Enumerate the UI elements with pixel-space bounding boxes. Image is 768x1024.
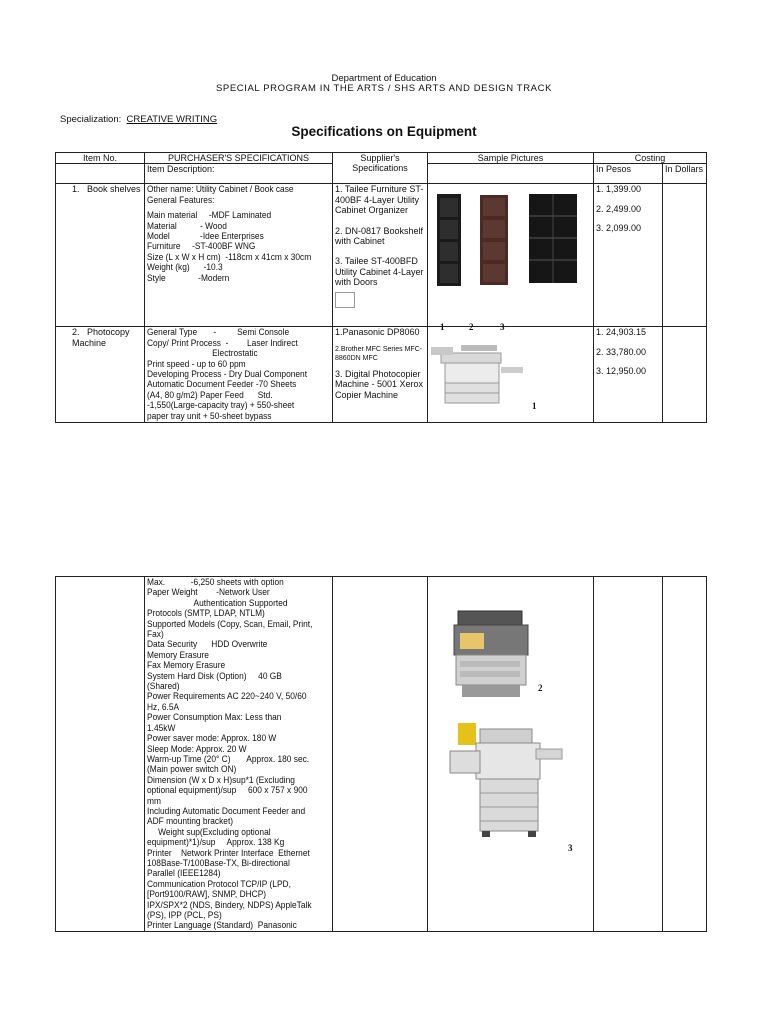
description-cell: [145, 327, 333, 423]
desc-line: Other name: Utility Cabinet / Book case: [147, 184, 294, 195]
desc-line: Electrostatic: [212, 348, 258, 359]
desc-line: Style -Modern: [147, 272, 230, 283]
picture-label: 1: [440, 322, 445, 333]
col-pesos: In Pesos: [594, 164, 663, 184]
supplier-cell: [333, 327, 428, 423]
desc-line: Paper Weight -Network User: [147, 587, 270, 598]
desc-line: Print speed - up to 60 ppm: [147, 358, 246, 369]
col-purchaser: PURCHASER'S SPECIFICATIONS: [145, 153, 333, 164]
desc-line: (PS), IPP (PCL, PS): [147, 910, 222, 920]
desc-line: Parallel (IEEE1284): [147, 868, 221, 879]
desc-line: Fax Memory Erasure: [147, 660, 226, 671]
supplier-line: 3. Tailee ST-400BFD Utility Cabinet 4-Layer with Doors: [335, 256, 424, 288]
desc-line: Dimension (W x D x H)sup*1 (Excluding: [147, 774, 295, 785]
photocopier-3-image: [440, 721, 570, 851]
picture-label: 1: [532, 401, 537, 412]
desc-line: mm: [147, 795, 161, 806]
price: 2. 33,780.00: [596, 346, 647, 357]
desc-line: Printer Network Printer Interface Ethernet: [147, 847, 310, 858]
description-cell: [145, 577, 333, 932]
desc-line: Max. -6,250 sheets with option: [147, 577, 284, 587]
desc-line: (Shared): [147, 681, 180, 692]
col-supplier: Supplier's Specifications: [333, 153, 428, 184]
desc-line: Power Requirements AC 220~240 V, 50/60: [147, 691, 307, 702]
price: 1. 24,903.15: [596, 327, 647, 338]
desc-line: Material - Wood: [147, 220, 227, 231]
dollars-cell: [663, 327, 707, 423]
bookshelf-1-image: [437, 194, 461, 286]
pictures-cell: [428, 184, 594, 333]
specialization-label: Specialization:: [60, 114, 122, 125]
desc-line: Printer Language (Standard) Panasonic: [147, 920, 297, 931]
desc-line: Copy/ Print Process - Laser Indirect: [147, 337, 298, 348]
price: 2. 2,499.00: [596, 203, 642, 214]
desc-line: Developing Process - Dry Dual Component: [147, 369, 308, 380]
col-costing: Costing: [594, 153, 707, 164]
desc-line: Memory Erasure: [147, 649, 209, 660]
desc-line: Model -Idee Enterprises: [147, 231, 264, 242]
price: 3. 2,099.00: [596, 223, 642, 234]
pictures-cell: [428, 327, 594, 423]
price: 3. 12,950.00: [596, 366, 647, 377]
desc-line: (Main power switch ON): [147, 764, 237, 775]
desc-line: Power saver mode: Approx. 180 W: [147, 733, 277, 744]
desc-line: Data Security HDD Overwrite: [147, 639, 268, 650]
item-number: 1.: [72, 184, 80, 195]
desc-line: Including Automatic Document Feeder and: [147, 805, 306, 816]
item-name: Photocopy Machine: [72, 327, 130, 348]
desc-line: 108Base-T/100Base-TX, Bi-directional: [147, 857, 290, 868]
desc-line: [Port9100/RAW], SNMP, DHCP): [147, 889, 267, 900]
desc-line: System Hard Disk (Option) 40 GB: [147, 670, 282, 681]
table-row: [56, 577, 707, 932]
item-cell: [56, 184, 145, 327]
desc-line: paper tray unit + 50-sheet bypass: [147, 410, 272, 421]
description-cell: [145, 184, 333, 327]
supplier-line: 1. Tailee Furniture ST-400BF 4-Layer Utility Cabinet Organizer: [335, 184, 424, 216]
supplier-line: 2. DN-0817 Bookshelf with Cabinet: [335, 225, 424, 247]
desc-line: ADF mounting bracket): [147, 816, 234, 827]
desc-line: Furniture -ST-400BF WNG: [147, 241, 256, 252]
continuation-table: [55, 576, 707, 932]
desc-line: Power Consumption Max: Less than: [147, 712, 282, 723]
desc-line: Warm-up Time (20° C) Approx. 180 sec.: [147, 753, 310, 764]
desc-line: equipment)*1)/sup Approx. 138 Kg: [147, 837, 285, 848]
desc-line: Automatic Document Feeder -70 Sheets: [147, 379, 297, 390]
program-header: SPECIAL PROGRAM IN THE ARTS / SHS ARTS AND DESIGN TRACK: [215, 83, 553, 94]
supplier-cell: [333, 184, 428, 327]
placeholder-box: [335, 292, 355, 308]
col-pictures: Sample Pictures: [428, 153, 594, 164]
desc-line: optional equipment)/sup 600 x 757 x 900: [147, 785, 308, 796]
desc-line: Weight sup(Excluding optional: [158, 826, 271, 837]
desc-line: Supported Models (Copy, Scan, Email, Print,: [147, 618, 313, 629]
header-row-1: [56, 153, 707, 164]
photocopier-1-image: [431, 339, 527, 409]
desc-line: Communication Protocol TCP/IP (LPD,: [147, 878, 291, 889]
desc-line: IPX/SPX*2 (NDS, Bindery, NDPS) AppleTalk: [147, 899, 312, 910]
bookshelf-2-image: [480, 195, 508, 285]
price: 1. 1,399.00: [596, 184, 642, 195]
picture-label: 3: [568, 843, 573, 853]
desc-line: Size (L x W x H cm) -118cm x 41cm x 30cm: [147, 251, 312, 262]
desc-line: Weight (kg) -10.3: [147, 262, 223, 273]
item-number: 2.: [72, 327, 80, 338]
picture-label: 3: [500, 322, 505, 333]
item-cell: [56, 327, 145, 423]
page-title: Specifications on Equipment: [291, 124, 477, 139]
bookshelf-3-image: [529, 194, 577, 283]
specifications-table: [55, 152, 707, 423]
desc-line: General Features:: [147, 194, 215, 205]
col-dollars: In Dollars: [663, 164, 707, 184]
desc-line: Authentication Supported: [193, 597, 288, 608]
pictures-cell: [428, 577, 594, 932]
desc-line: -1,550(Large-capacity tray) + 550-sheet: [147, 400, 295, 411]
item-name: Book shelves: [87, 184, 141, 195]
supplier-line: 1.Panasonic DP8060: [335, 327, 420, 338]
bookshelf-pictures: [433, 192, 583, 302]
table-row: [56, 327, 707, 423]
desc-line: 1.45kW: [147, 722, 176, 733]
desc-line: Main material -MDF Laminated: [147, 210, 272, 221]
photocopier-2-image: [450, 605, 540, 705]
picture-label: 2: [538, 683, 543, 693]
desc-line: Fax): [147, 629, 164, 640]
desc-line: Sleep Mode: Approx. 20 W: [147, 743, 247, 754]
picture-label: 2: [469, 322, 474, 333]
desc-line: Hz, 6.5A: [147, 701, 180, 712]
desc-line: Protocols (SMTP, LDAP, NTLM): [147, 608, 265, 619]
col-item-no: Item No.: [56, 153, 145, 164]
department-header: Department of Education: [331, 73, 437, 84]
desc-line: (A4, 80 g/m2) Paper Feed Std.: [147, 389, 273, 400]
col-item-desc: Item Description:: [145, 164, 333, 184]
dollars-cell: [663, 184, 707, 327]
pesos-cell: [594, 327, 663, 423]
specialization-value: CREATIVE WRITING: [126, 114, 218, 125]
supplier-line: 3. Digital Photocopier Machine - 5001 Xerox Copier Machine: [335, 368, 424, 400]
supplier-line: 2.Brother MFC Series MFC-8860DN MFC: [335, 345, 423, 362]
table-row: [56, 184, 707, 327]
pesos-cell: [594, 184, 663, 327]
desc-line: General Type - Semi Console: [147, 327, 290, 338]
